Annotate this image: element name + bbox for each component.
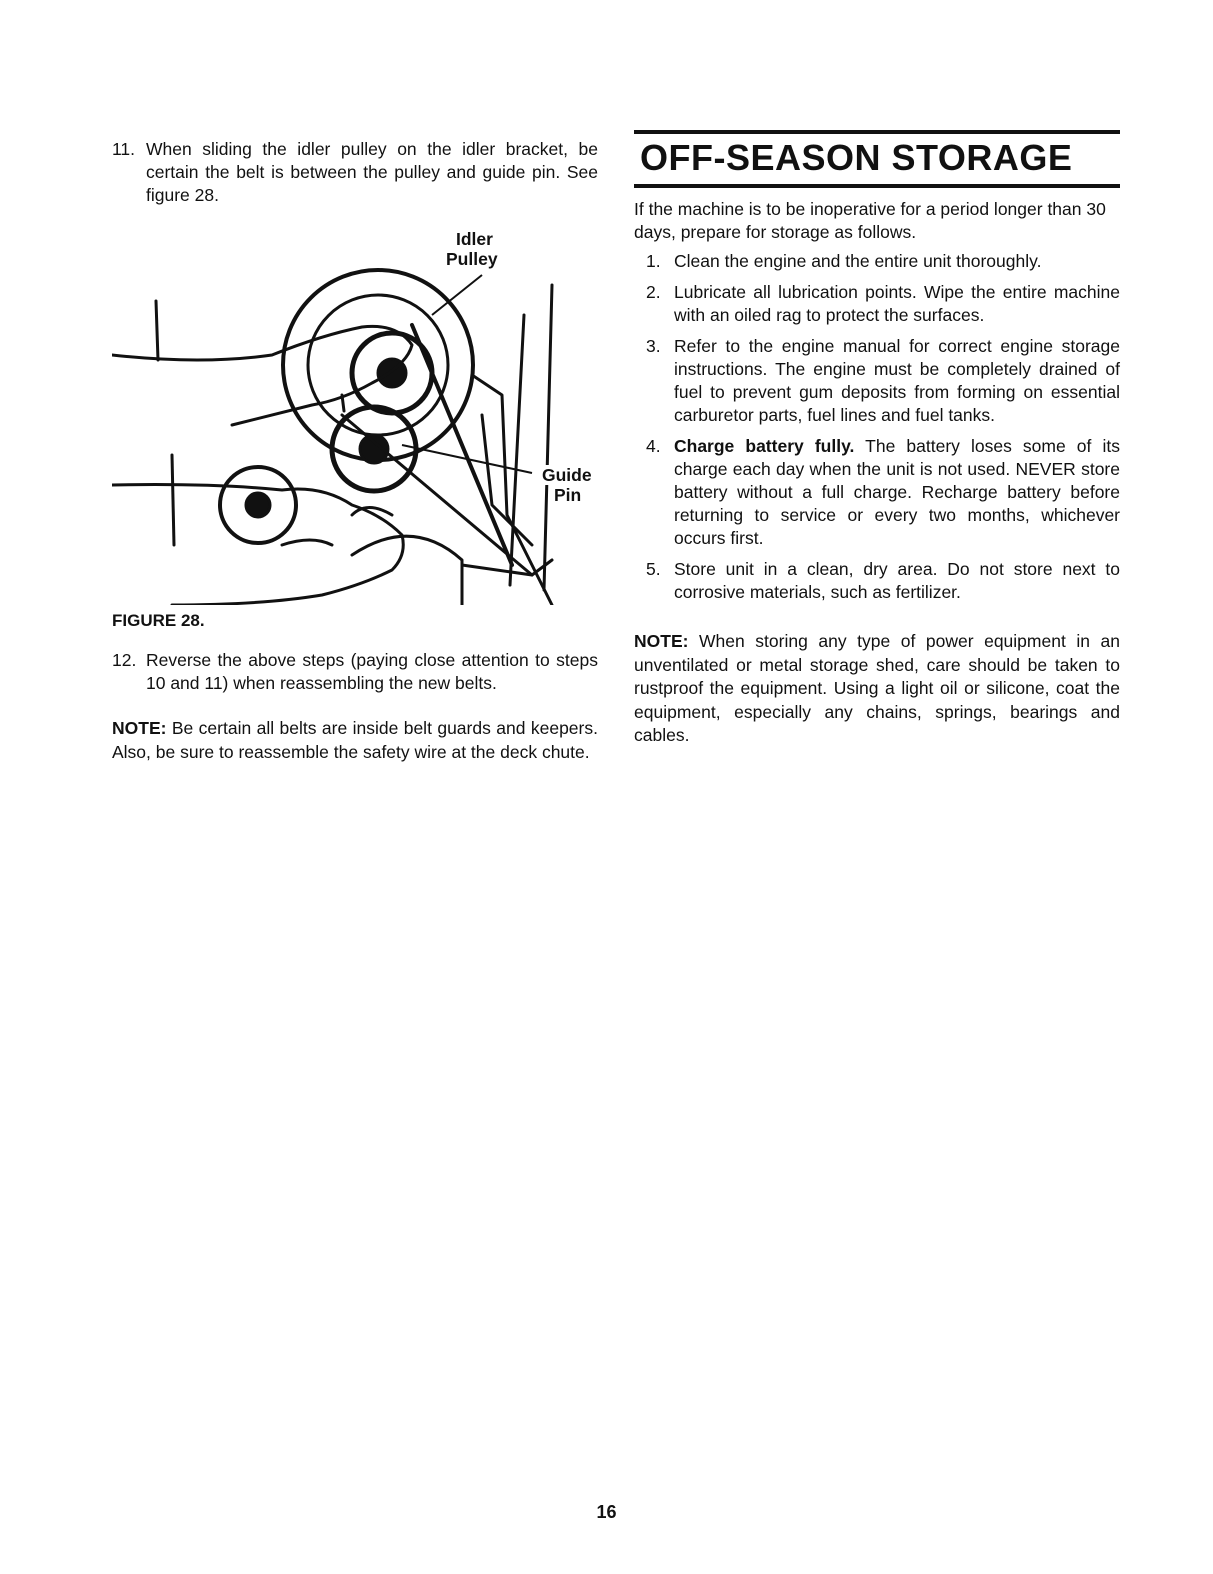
note-text: When storing any type of power equipment in an unventilated or metal storage shed, care should be taken to rustproof the equipment. Using a light oil or silicone, coat the equipment, especially any chains, springs, bearings and cables. (634, 631, 1120, 745)
section-heading: OFF-SEASON STORAGE (640, 137, 1073, 178)
item-text: Clean the engine and the entire unit thoroughly. (674, 251, 1042, 271)
step-number: 12. (112, 650, 137, 670)
item-number: 2. (646, 282, 661, 302)
pulley-label: Pulley (446, 249, 498, 269)
list-item (634, 335, 1120, 427)
item-number: 4. (646, 436, 661, 456)
item-text: Lubricate all lubrication points. Wipe the entire machine with an oiled rag to protect the surfaces. (674, 282, 1120, 325)
step-11 (112, 138, 598, 207)
step-text: When sliding the idler pulley on the idler bracket, be certain the belt is between the pulley and guide pin. See figure 28. (146, 139, 598, 205)
figure-caption: FIGURE 28. (112, 611, 205, 630)
list-item (634, 435, 1120, 550)
step-text: Reverse the above steps (paying close attention to steps 10 and 11) when reassembling the new belts. (146, 650, 598, 693)
list-item (634, 558, 1120, 604)
page-number: 16 (596, 1502, 617, 1522)
step-number: 11. (112, 139, 136, 159)
intro-text: If the machine is to be inoperative for a period longer than 30 days, prepare for storage as follows. (634, 199, 1106, 242)
item-number: 1. (646, 251, 661, 271)
note-text: Be certain all belts are inside belt guards and keepers. Also, be sure to reassemble the safety wire at the deck chute. (112, 718, 598, 762)
pin-label: Pin (554, 485, 582, 505)
belt-pulley-illustration (112, 215, 598, 605)
storage-steps (634, 250, 1120, 604)
idler-label: Idler (456, 229, 493, 249)
heading-bottom-rule (634, 184, 1120, 188)
item-text: Store unit in a clean, dry area. Do not store next to corrosive materials, such as fertilizer. (674, 559, 1120, 602)
note-label: NOTE: (634, 631, 689, 651)
item-number: 3. (646, 336, 661, 356)
right-column (634, 130, 1120, 748)
heading-top-rule (634, 130, 1120, 134)
item-text: Refer to the engine manual for correct engine storage instructions. The engine must be completely drained of fuel to prevent gum deposits from forming on essential carburetor parts, fuel lines and fuel tanks. (674, 336, 1120, 425)
item-text: The battery loses some of its charge each day when the unit is not used. NEVER store battery without a full charge. Recharge battery before returning to service or every two months, whichever occurs first. (674, 436, 1120, 548)
storage-note (634, 630, 1120, 748)
guide-label: Guide (542, 465, 592, 485)
belt-note (112, 717, 598, 764)
left-column (112, 138, 598, 764)
figure-28 (112, 215, 598, 605)
item-bold: Charge battery fully. (674, 436, 855, 456)
note-label: NOTE: (112, 718, 167, 738)
item-number: 5. (646, 559, 661, 579)
list-item (634, 250, 1120, 273)
step-12 (112, 649, 598, 695)
list-item (634, 281, 1120, 327)
